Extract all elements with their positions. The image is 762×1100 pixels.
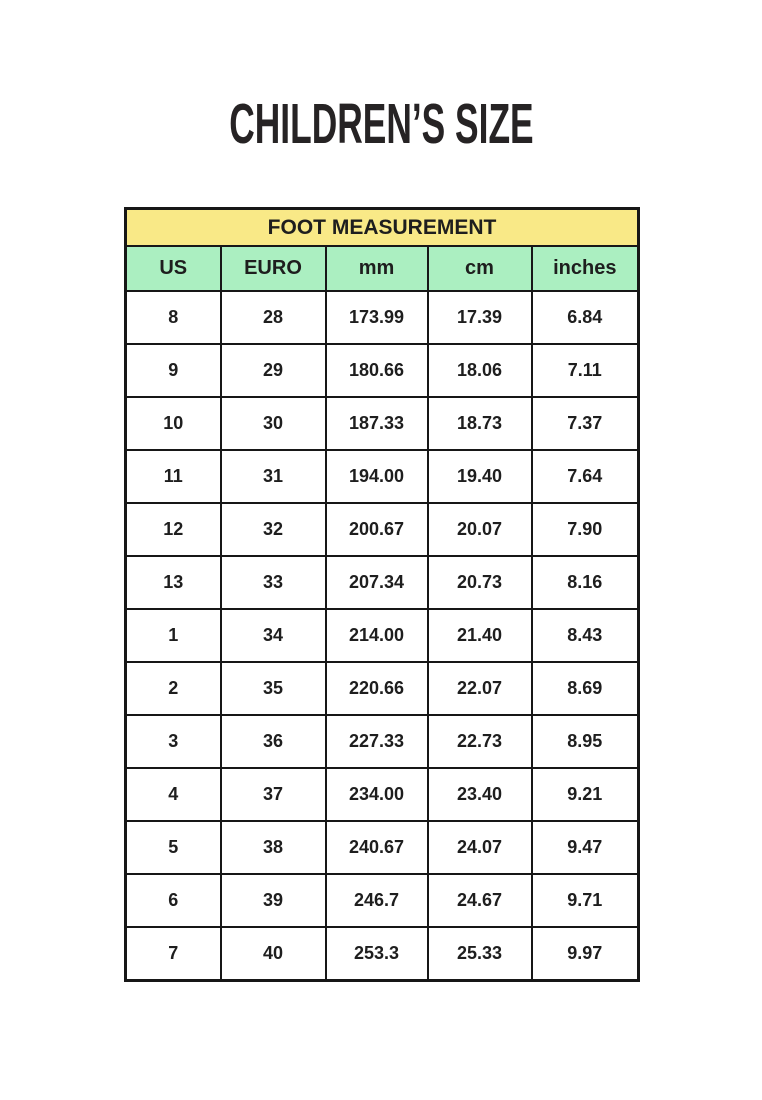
table-cell: 24.07 (428, 821, 532, 874)
table-row (126, 344, 639, 397)
table-cell: 9.71 (532, 874, 639, 927)
table-cell: 253.3 (326, 927, 428, 981)
table-cell: 234.00 (326, 768, 428, 821)
table-cell: 32 (221, 503, 326, 556)
foot-measurement-header: FOOT MEASUREMENT (126, 209, 639, 247)
table-cell: 29 (221, 344, 326, 397)
table-cell: 9 (126, 344, 221, 397)
table-cell: 227.33 (326, 715, 428, 768)
table-cell: 23.40 (428, 768, 532, 821)
foot-measurement-row (126, 209, 639, 247)
page-title: CHILDREN’S SIZE (228, 92, 534, 156)
table-cell: 173.99 (326, 291, 428, 344)
table-cell: 200.67 (326, 503, 428, 556)
table-cell: 35 (221, 662, 326, 715)
table-cell: 9.47 (532, 821, 639, 874)
table-row (126, 450, 639, 503)
table-cell: 207.34 (326, 556, 428, 609)
table-cell: 214.00 (326, 609, 428, 662)
table-cell: 17.39 (428, 291, 532, 344)
table-cell: 8.16 (532, 556, 639, 609)
table-cell: 194.00 (326, 450, 428, 503)
table-cell: 7.90 (532, 503, 639, 556)
table-cell: 13 (126, 556, 221, 609)
table-cell: 187.33 (326, 397, 428, 450)
table-cell: 40 (221, 927, 326, 981)
size-table-head (126, 209, 639, 292)
table-cell: 240.67 (326, 821, 428, 874)
table-cell: 39 (221, 874, 326, 927)
table-row (126, 874, 639, 927)
table-cell: 7.64 (532, 450, 639, 503)
table-row (126, 927, 639, 981)
table-cell: 8 (126, 291, 221, 344)
table-cell: 25.33 (428, 927, 532, 981)
column-header-cm: cm (428, 246, 532, 291)
table-cell: 11 (126, 450, 221, 503)
table-cell: 1 (126, 609, 221, 662)
table-cell: 246.7 (326, 874, 428, 927)
table-cell: 12 (126, 503, 221, 556)
table-cell: 37 (221, 768, 326, 821)
table-cell: 9.21 (532, 768, 639, 821)
table-cell: 36 (221, 715, 326, 768)
column-header-row (126, 246, 639, 291)
column-header-inches: inches (532, 246, 639, 291)
table-cell: 20.07 (428, 503, 532, 556)
column-header-euro: EURO (221, 246, 326, 291)
column-header-us: US (126, 246, 221, 291)
table-cell: 5 (126, 821, 221, 874)
table-row (126, 556, 639, 609)
table-cell: 33 (221, 556, 326, 609)
table-cell: 7 (126, 927, 221, 981)
table-row (126, 503, 639, 556)
table-cell: 20.73 (428, 556, 532, 609)
table-cell: 19.40 (428, 450, 532, 503)
table-cell: 180.66 (326, 344, 428, 397)
table-cell: 6 (126, 874, 221, 927)
table-cell: 8.43 (532, 609, 639, 662)
table-row (126, 397, 639, 450)
table-cell: 18.73 (428, 397, 532, 450)
table-cell: 2 (126, 662, 221, 715)
table-cell: 38 (221, 821, 326, 874)
table-cell: 8.69 (532, 662, 639, 715)
table-cell: 220.66 (326, 662, 428, 715)
table-cell: 7.37 (532, 397, 639, 450)
table-row (126, 768, 639, 821)
table-row (126, 821, 639, 874)
table-cell: 18.06 (428, 344, 532, 397)
table-cell: 22.07 (428, 662, 532, 715)
table-cell: 21.40 (428, 609, 532, 662)
table-row (126, 291, 639, 344)
column-header-mm: mm (326, 246, 428, 291)
table-cell: 22.73 (428, 715, 532, 768)
size-table (124, 207, 640, 982)
table-cell: 6.84 (532, 291, 639, 344)
table-row (126, 715, 639, 768)
table-cell: 28 (221, 291, 326, 344)
table-cell: 9.97 (532, 927, 639, 981)
table-cell: 30 (221, 397, 326, 450)
table-cell: 10 (126, 397, 221, 450)
size-table-body (126, 291, 639, 981)
table-cell: 3 (126, 715, 221, 768)
title-wrap (0, 92, 762, 156)
table-cell: 8.95 (532, 715, 639, 768)
table-cell: 4 (126, 768, 221, 821)
table-cell: 31 (221, 450, 326, 503)
table-row (126, 609, 639, 662)
table-cell: 24.67 (428, 874, 532, 927)
table-cell: 7.11 (532, 344, 639, 397)
table-row (126, 662, 639, 715)
table-cell: 34 (221, 609, 326, 662)
